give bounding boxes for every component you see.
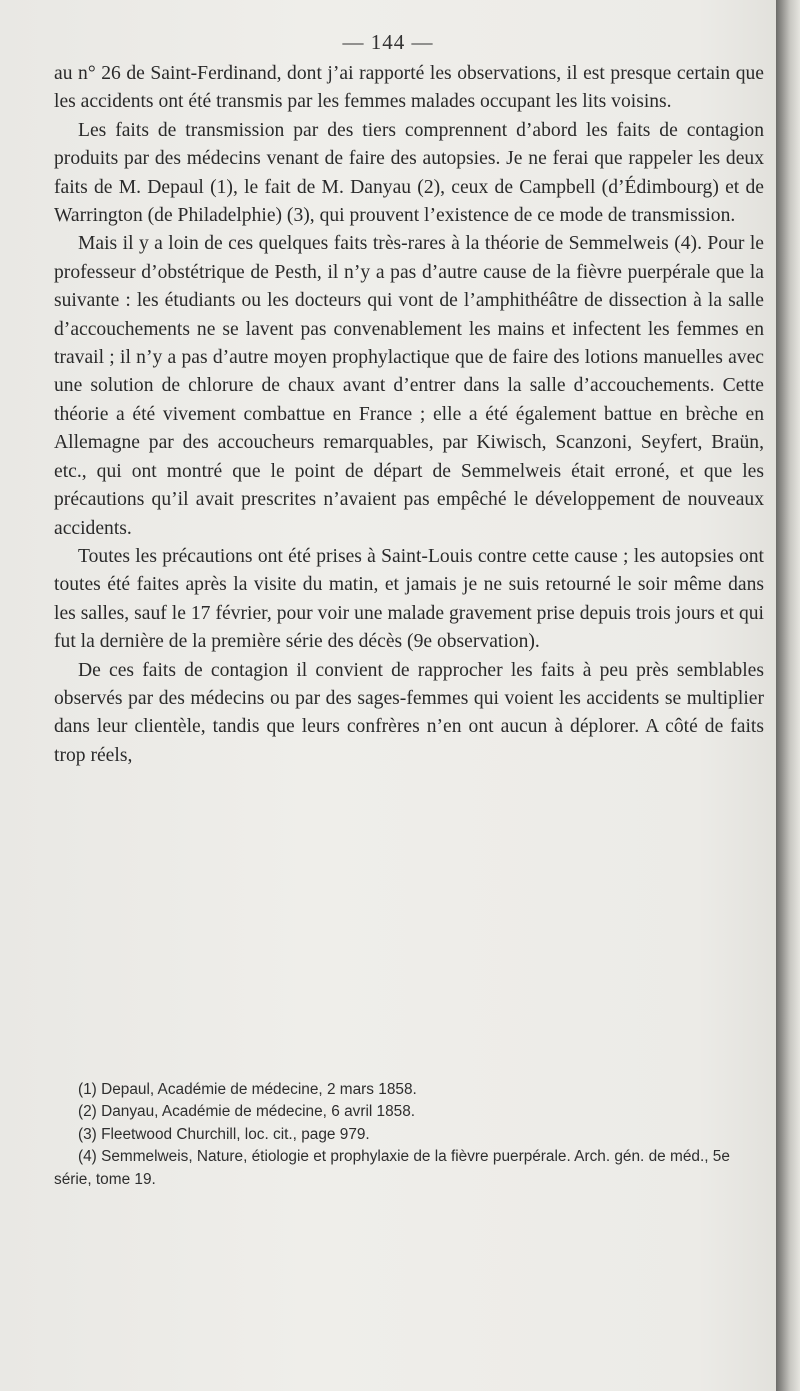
paragraph-4: Toutes les précautions ont été prises à Saint-Louis contre cette cause ; les autopsies ont toutes été faites après la visite du matin, et jamais je ne suis retourné le soir même dans les salles, sauf le 17 février, pour voir une malade gravement prise depuis trois jours et qui fut la dernière de la première série des décès (9e observation). [54, 545, 764, 653]
footnotes [54, 1079, 764, 1191]
footnote-2: (2) Danyau, Académie de médecine, 6 avril 1858. [78, 1103, 416, 1121]
paragraph-5: De ces faits de contagion il convient de rapprocher les faits à peu près semblables observés par des médecins ou par des sages-femmes qui voient les accidents se multiplier dans leur clientèle, tandis que leurs confrères n’en ont aucun à déplorer. A côté de faits trop réels, [54, 659, 764, 766]
body-text [54, 60, 764, 770]
page-number-header: — 144 — [342, 30, 434, 54]
footnote-1: (1) Depaul, Académie de médecine, 2 mars 1858. [78, 1081, 417, 1098]
footnote-4: (4) Semmelweis, Nature, étiologie et prophylaxie de la fièvre puerpérale. Arch. gén. de méd., 5e série, tome 19. [54, 1148, 730, 1188]
paragraph-1: au n° 26 de Saint-Ferdinand, dont j’ai rapporté les observations, il est presque certain que les accidents ont été transmis par les femmes malades occupant les lits voisins. [54, 63, 764, 113]
footnote-3: (3) Fleetwood Churchill, loc. cit., page 979. [78, 1125, 370, 1143]
binding-gutter [776, 0, 800, 1391]
paragraph-3: Mais il y a loin de ces quelques faits très-rares à la théorie de Semmelweis (4). Pour le professeur d’obstétrique de Pesth, il n’y a pas d’autre cause de la fièvre puerpérale que la suivante : les étudiants ou les docteurs qui vont de l’amphithéâtre de dissection à la salle d’accouchements ne se lavent pas convenablement les mains et infectent les femmes en travail ; il n’y a pas d’autre moyen prophylactique que de faire des lotions manuelles avec une solution de chlorure de chaux avant d’entrer dans la salle d’accouchements. Cette théorie a été vivement combattue en France ; elle a été également battue en brèche en Allemagne par des accoucheurs remarquables, par Kiwisch, Scanzoni, Seyfert, Braün, etc., qui ont montré que le point de départ de Semmelweis était erroné, et que les précautions qu’il avait prescrites n’avaient pas empêché le développement de nouveaux accidents. [54, 233, 764, 539]
paragraph-2: Les faits de transmission par des tiers comprennent d’abord les faits de contagion produits par des médecins venant de faire des autopsies. Je ne ferai que rappeler les deux faits de M. Depaul (1), le fait de M. Danyau (2), ceux de Campbell (d’Édimbourg) et de Warrington (de Philadelphie) (3), qui prouvent l’existence de ce mode de transmission. [54, 119, 764, 227]
